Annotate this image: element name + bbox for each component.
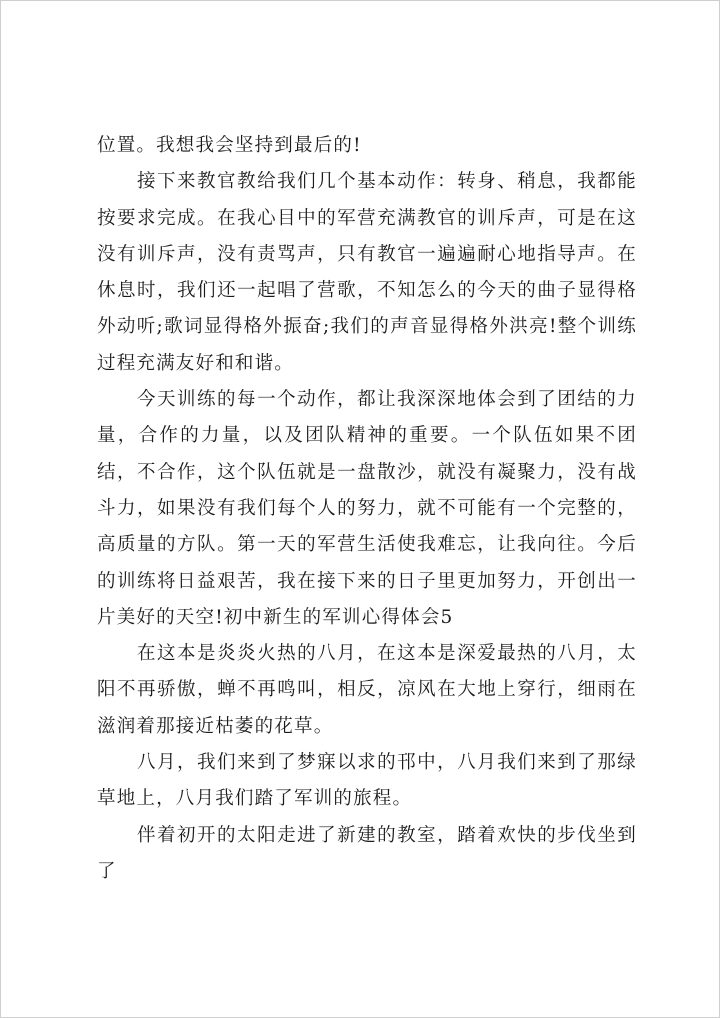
paragraph-1: 位置。我想我会坚持到最后的! (97, 135, 362, 156)
paragraph-5: 八月，我们来到了梦寐以求的邗中，八月我们来到了那绿草地上，八月我们踏了军训的旅程。 (97, 752, 637, 810)
paragraph-2: 接下来教官教给我们几个基本动作：转身、稍息，我都能按要求完成。在我心目中的军营充满教官的训斥声，可是在这没有训斥声，没有责骂声，只有教官一遍遍耐心地指导声。在休息时，我们还一起唱了营歌，不知怎么的今天的曲子显得格外动听;歌词显得格外振奋;我们的声音显得格外洪亮!整个训练过程充满友好和和谐。 (97, 171, 637, 374)
paragraph-3: 今天训练的每一个动作，都让我深深地体会到了团结的力量，合作的力量，以及团队精神的重要。一个队伍如果不团结，不合作，这个队伍就是一盘散沙，就没有凝聚力，没有战斗力，如果没有我们每个人的努力，就不可能有一个完整的，高质量的方队。第一天的军营生活使我难忘，让我向往。今后的训练将日益艰苦，我在接下来的日子里更加努力，开创出一片美好的天空!初中新生的军训心得体会5 (97, 389, 637, 628)
paragraph-4: 在这本是炎炎火热的八月，在这本是深爱最热的八月，太阳不再骄傲，蝉不再鸣叫，相反，凉风在大地上穿行，细雨在滋润着那接近枯萎的花草。 (97, 643, 637, 737)
document-body (97, 128, 637, 890)
paragraph-6: 伴着初开的太阳走进了新建的教室，踏着欢快的步伐坐到了 (97, 824, 637, 882)
